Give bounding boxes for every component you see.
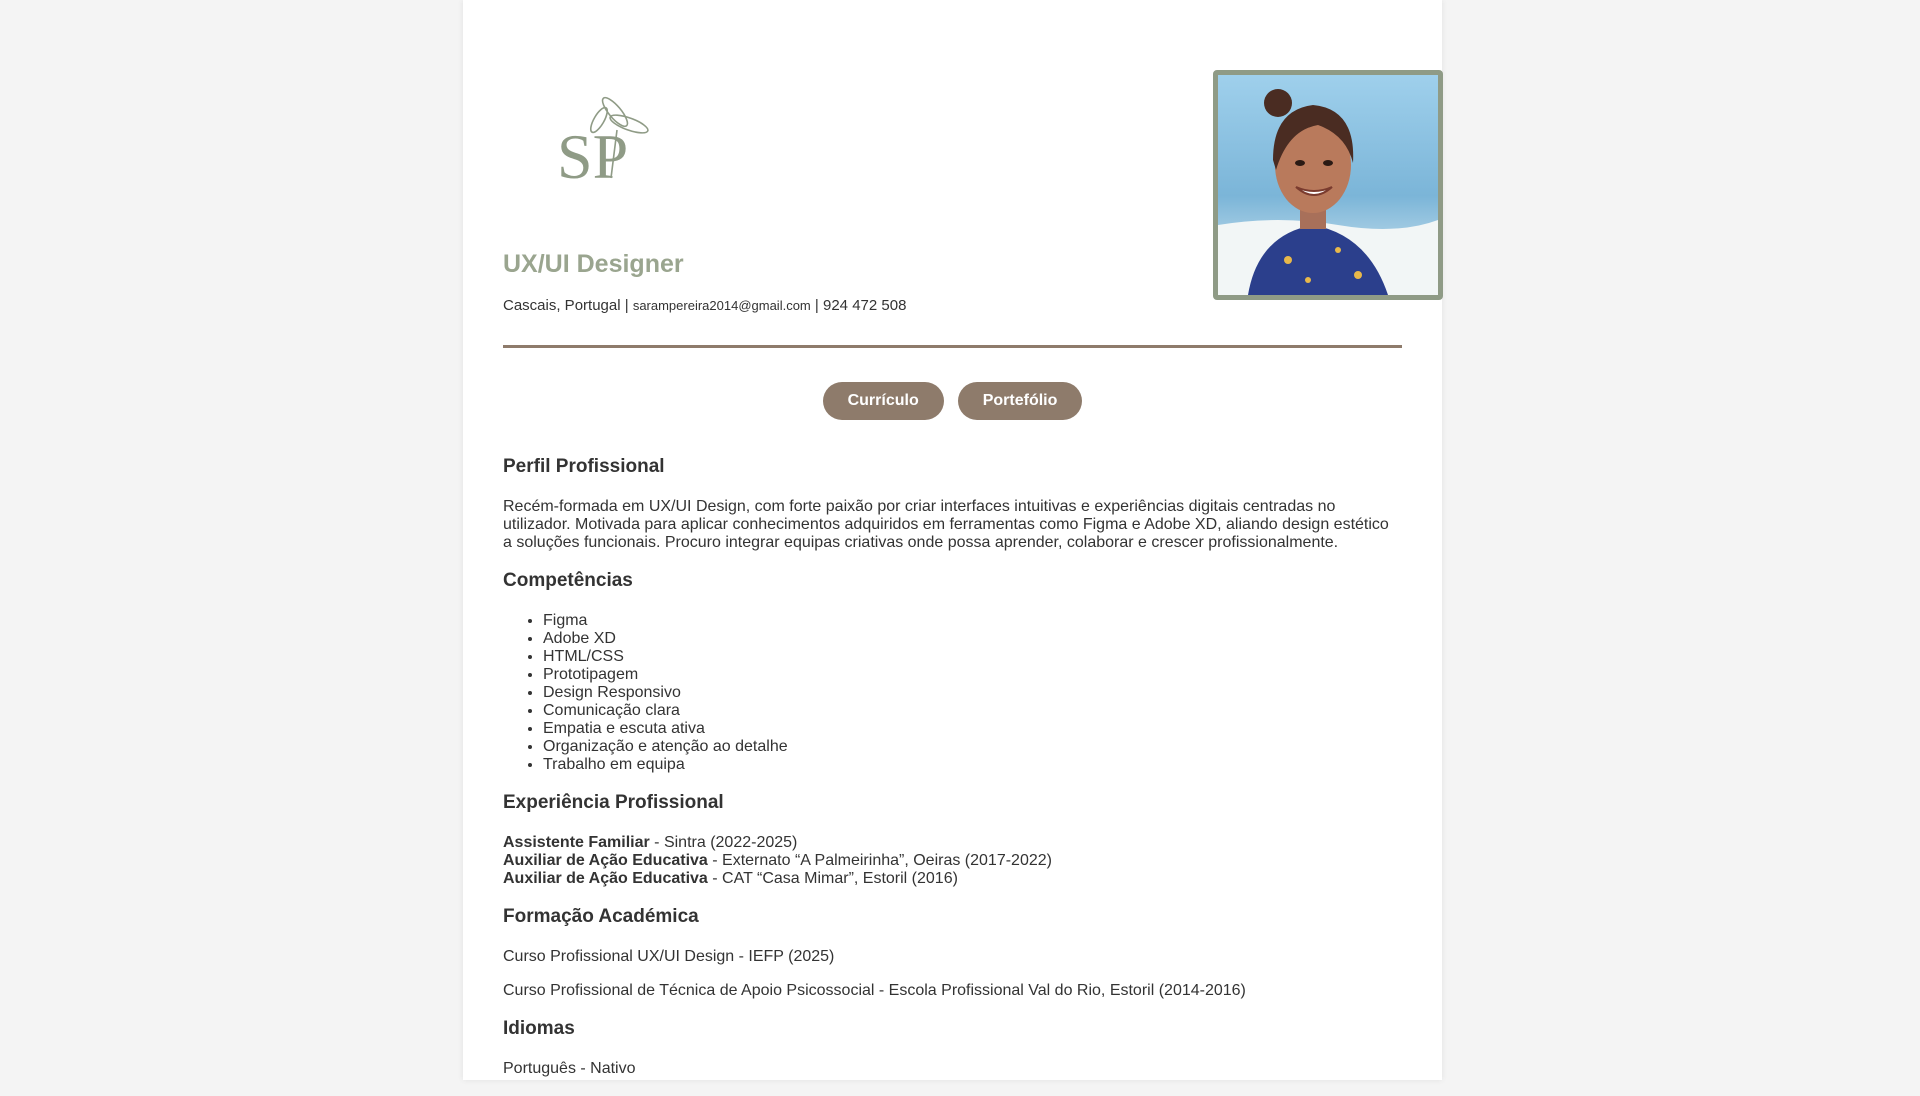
location: Cascais, Portugal <box>503 297 621 314</box>
list-item: • Trabalho em equipa <box>543 756 1402 774</box>
education-section <box>503 906 1402 1000</box>
portrait-image <box>1218 75 1438 295</box>
list-item: • Empatia e escuta ativa <box>543 720 1402 738</box>
section-title: Competências <box>503 570 633 591</box>
education-item: Curso Profissional UX/UI Design - IEFP (2025) <box>503 948 835 965</box>
experience-detail: - Externato “A Palmeirinha”, Oeiras (2017-2022) <box>707 852 1052 869</box>
separator: | <box>814 297 819 314</box>
list-item: • Prototipagem <box>543 666 1402 684</box>
dragonfly-logo <box>553 90 663 190</box>
experience-detail: - CAT “Casa Mimar”, Estoril (2016) <box>707 870 958 887</box>
section-title: Perfil Profissional <box>503 456 665 477</box>
resume-page <box>463 0 1442 1080</box>
experience-detail: - Sintra (2022-2025) <box>649 834 798 851</box>
list-item: • Design Responsivo <box>543 684 1402 702</box>
experience-item <box>503 870 1402 888</box>
svg-text:SP: SP <box>557 121 629 190</box>
section-title: Formação Académica <box>503 906 699 927</box>
separator: | <box>624 297 629 314</box>
experience-item <box>503 852 1402 870</box>
section-title: Idiomas <box>503 1018 575 1039</box>
list-item: • HTML/CSS <box>543 648 1402 666</box>
skills-section <box>503 570 1402 774</box>
phone-number: 924 472 508 <box>823 297 907 314</box>
resume-content <box>503 452 1402 1096</box>
experience-role: Auxiliar de Ação Educativa <box>503 870 708 887</box>
job-title: UX/UI Designer <box>503 250 684 278</box>
list-item: • Figma <box>543 612 1402 630</box>
experience-role: Assistente Familiar <box>503 834 650 851</box>
skills-list <box>503 612 1402 774</box>
contact-info <box>503 297 906 314</box>
profile-section <box>503 456 1402 552</box>
list-item: • Organização e atenção ao detalhe <box>543 738 1402 756</box>
profile-text: Recém-formada em UX/UI Design, com forte paixão por criar interfaces intuitivas e experiências digitais centradas no utilizador. Motivada para aplicar conhecimentos adquiridos em ferramentas como Figma e Adobe XD, aliando design estético a soluções funcionais. Procuro integrar equipas criativas onde possa aprender, colaborar e crescer profissionalmente. <box>503 498 1389 551</box>
list-item: • Comunicação clara <box>543 702 1402 720</box>
list-item: • Adobe XD <box>543 630 1402 648</box>
curriculo-button[interactable]: Currículo <box>823 382 944 420</box>
header-divider <box>503 345 1402 348</box>
experience-item <box>503 834 1402 852</box>
profile-photo <box>1213 70 1443 300</box>
languages-section <box>503 1018 1402 1078</box>
experience-role: Auxiliar de Ação Educativa <box>503 852 708 869</box>
language-item: Português - Nativo <box>503 1060 636 1077</box>
education-item: Curso Profissional de Técnica de Apoio Psicossocial - Escola Profissional Val do Rio, Estoril (2014-2016) <box>503 982 1246 999</box>
section-title: Experiência Profissional <box>503 792 724 813</box>
portfolio-button[interactable]: Portefólio <box>958 382 1083 420</box>
email-link[interactable]: sarampereira2014@gmail.com <box>632 298 811 313</box>
nav-buttons <box>503 382 1402 420</box>
experience-section <box>503 792 1402 888</box>
